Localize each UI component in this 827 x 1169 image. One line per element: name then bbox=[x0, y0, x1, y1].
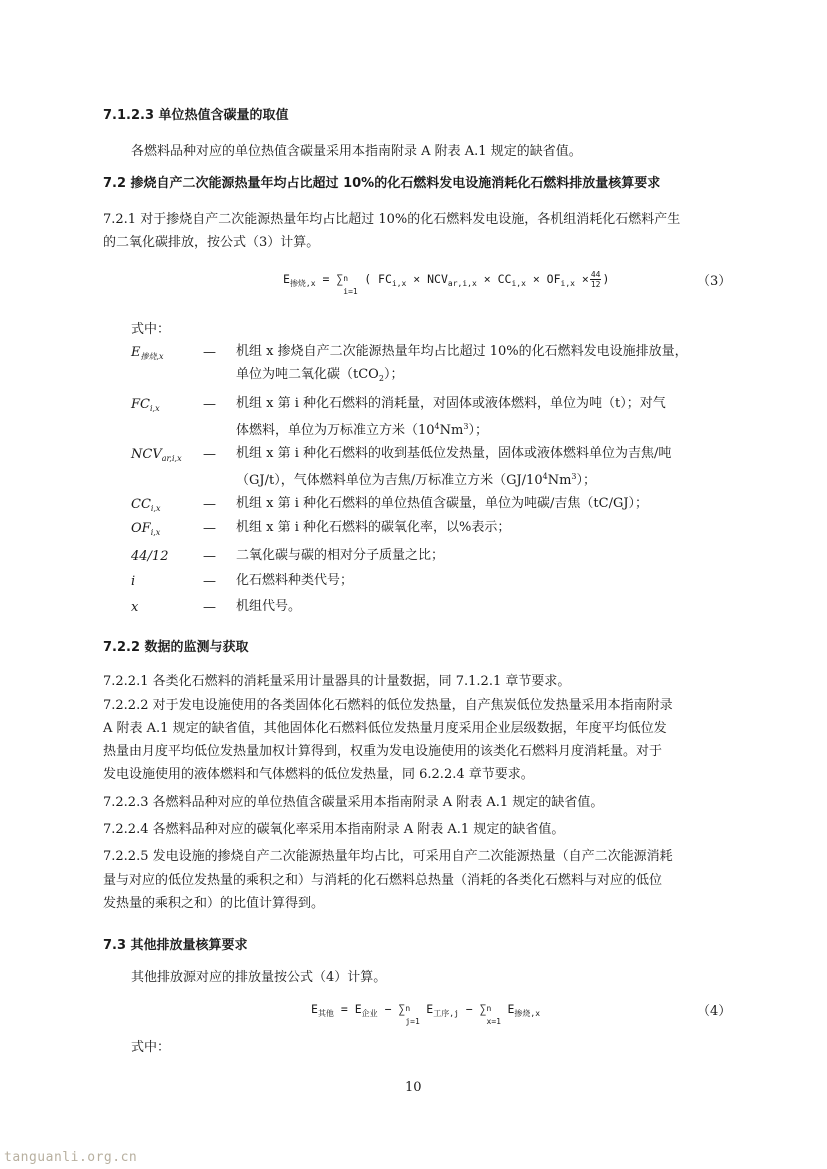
watermark-text: tanguanli.org.cn bbox=[4, 1150, 138, 1165]
paragraph-7-2-2-5-line2: 量与对应的低位发热量的乘积之和）与消耗的化石燃料总热量（消耗的各类化石燃料与对应的低位 bbox=[103, 873, 663, 888]
paragraph-7-2-2-2-line4: 发电设施使用的液体燃料和气体燃料的低位发热量，同 6.2.2.4 章节要求。 bbox=[103, 767, 534, 782]
paragraph-7-2-1-line2: 的二氧化碳排放，按公式（3）计算。 bbox=[103, 235, 320, 250]
paragraph-7-2-1-line1: 7.2.1 对于掺烧自产二次能源热量年均占比超过 10%的化石燃料发电设施，各机组消耗化石燃料产生 bbox=[103, 212, 681, 227]
section-heading-7-1-2-3: 7.1.2.3 单位热值含碳量的取值 bbox=[103, 108, 289, 123]
variable-description: 机组 x 掺烧自产二次能源热量年均占比超过 10%的化石燃料发电设施排放量， 单位为吨二氧化碳（tCO$_2$）； bbox=[236, 344, 688, 383]
formula-4-number: （4） bbox=[697, 1004, 732, 1019]
variable-description: 机组 x 第 i 种化石燃料的消耗量，对固体或液体燃料，单位为吨（t）；对气 体燃料，单位为万标准立方米$(10^4Nm^3)$； bbox=[236, 396, 666, 438]
variable-symbol: i bbox=[131, 574, 136, 589]
variable-symbol: $NCV_{ar,i,x}$ bbox=[131, 447, 182, 463]
variable-symbol: $E_{掺烧,x}$ bbox=[131, 345, 164, 361]
variable-description: 化石燃料种类代号； bbox=[236, 573, 354, 588]
variable-description: 二氧化碳与碳的相对分子质量之比； bbox=[236, 548, 445, 563]
variable-dash: — bbox=[203, 600, 216, 615]
where-label: 式中： bbox=[131, 322, 171, 337]
paragraph-7-2-2-4: 7.2.2.4 各燃料品种对应的碳氧化率采用本指南附录 A 附表 A.1 规定的缺省值。 bbox=[103, 822, 565, 837]
paragraph-7-2-2-3: 7.2.2.3 各燃料品种对应的单位热值含碳量采用本指南附录 A 附表 A.1 规定的缺省值。 bbox=[103, 795, 604, 810]
section-heading-7-3: 7.3 其他排放量核算要求 bbox=[103, 938, 248, 953]
formula-4: $E_{其他} = E_{企业}$ − ∑ n j=1 $E_{工序,j}$ − ∑ n x=1 $E_{掺烧,x}$ bbox=[311, 1002, 541, 1026]
variable-dash: — bbox=[203, 549, 216, 564]
variable-description: 机组 x 第 i 种化石燃料的单位热值含碳量，单位为吨碳/吉焦（tC/GJ）； bbox=[236, 496, 649, 511]
paragraph-7-2-2-5-line3: 发热量的乘积之和）的比值计算得到。 bbox=[103, 896, 325, 911]
variable-symbol: x bbox=[131, 600, 139, 615]
variable-description: 机组 x 第 i 种化石燃料的碳氧化率，以%表示； bbox=[236, 520, 511, 535]
variable-symbol: $FC_{i,x}$ bbox=[131, 397, 160, 413]
variable-symbol: 44/12 bbox=[131, 549, 169, 564]
paragraph-7-2-2-1: 7.2.2.1 各类化石燃料的消耗量采用计量器具的计量数据，同 7.1.2.1 章节要求。 bbox=[103, 674, 571, 689]
variable-dash: — bbox=[203, 345, 216, 360]
variable-description: 机组 x 第 i 种化石燃料的收到基低位发热量，固体或液体燃料单位为吉焦/吨 （GJ/t），气体燃料单位为吉焦/万标准立方米$(GJ/10^4Nm^3)$； bbox=[236, 446, 672, 488]
variable-dash: — bbox=[203, 497, 216, 512]
section-heading-7-2-2: 7.2.2 数据的监测与获取 bbox=[103, 640, 249, 655]
formula-3: $E_{掺烧,x}$ = ∑ n i=1 ( $FC_{i,x} \times NCV_{ar,i,x} \times CC_{i,x} \times OF_{i,x}$ × $\frac{44}{12}$ ) bbox=[283, 270, 610, 296]
variable-description: 机组代号。 bbox=[236, 599, 302, 614]
paragraph-7-2-2-2-line3: 热量由月度平均低位发热量加权计算得到，权重为发电设施使用的该类化石燃料月度消耗量。对于 bbox=[103, 744, 663, 759]
page-number: 10 bbox=[405, 1080, 422, 1095]
paragraph-7-2-2-2-line1: 7.2.2.2 对于发电设施使用的各类固体化石燃料的低位发热量，自产焦炭低位发热量采用本指南附录 bbox=[103, 698, 673, 713]
variable-symbol: $CC_{i,x}$ bbox=[131, 497, 161, 513]
variable-symbol: $OF_{i,x}$ bbox=[131, 521, 161, 537]
section-heading-7-2: 7.2 掺烧自产二次能源热量年均占比超过 10%的化石燃料发电设施消耗化石燃料排放量核算要求 bbox=[103, 176, 661, 191]
paragraph-7-2-2-5-line1: 7.2.2.5 发电设施的掺烧自产二次能源热量年均占比，可采用自产二次能源热量（自产二次能源消耗 bbox=[103, 849, 673, 864]
variable-dash: — bbox=[203, 574, 216, 589]
where-label-2: 式中： bbox=[131, 1040, 171, 1055]
paragraph-7-2-2-2-line2: A 附表 A.1 规定的缺省值，其他固体化石燃料低位发热量月度采用企业层级数据，年度平均低位发 bbox=[103, 721, 667, 736]
variable-dash: — bbox=[203, 521, 216, 536]
variable-dash: — bbox=[203, 397, 216, 412]
formula-3-number: （3） bbox=[697, 274, 732, 289]
paragraph-7-1-2-3: 各燃料品种对应的单位热值含碳量采用本指南附录 A 附表 A.1 规定的缺省值。 bbox=[131, 144, 582, 159]
paragraph-7-3: 其他排放源对应的排放量按公式（4）计算。 bbox=[131, 970, 387, 985]
variable-dash: — bbox=[203, 447, 216, 462]
